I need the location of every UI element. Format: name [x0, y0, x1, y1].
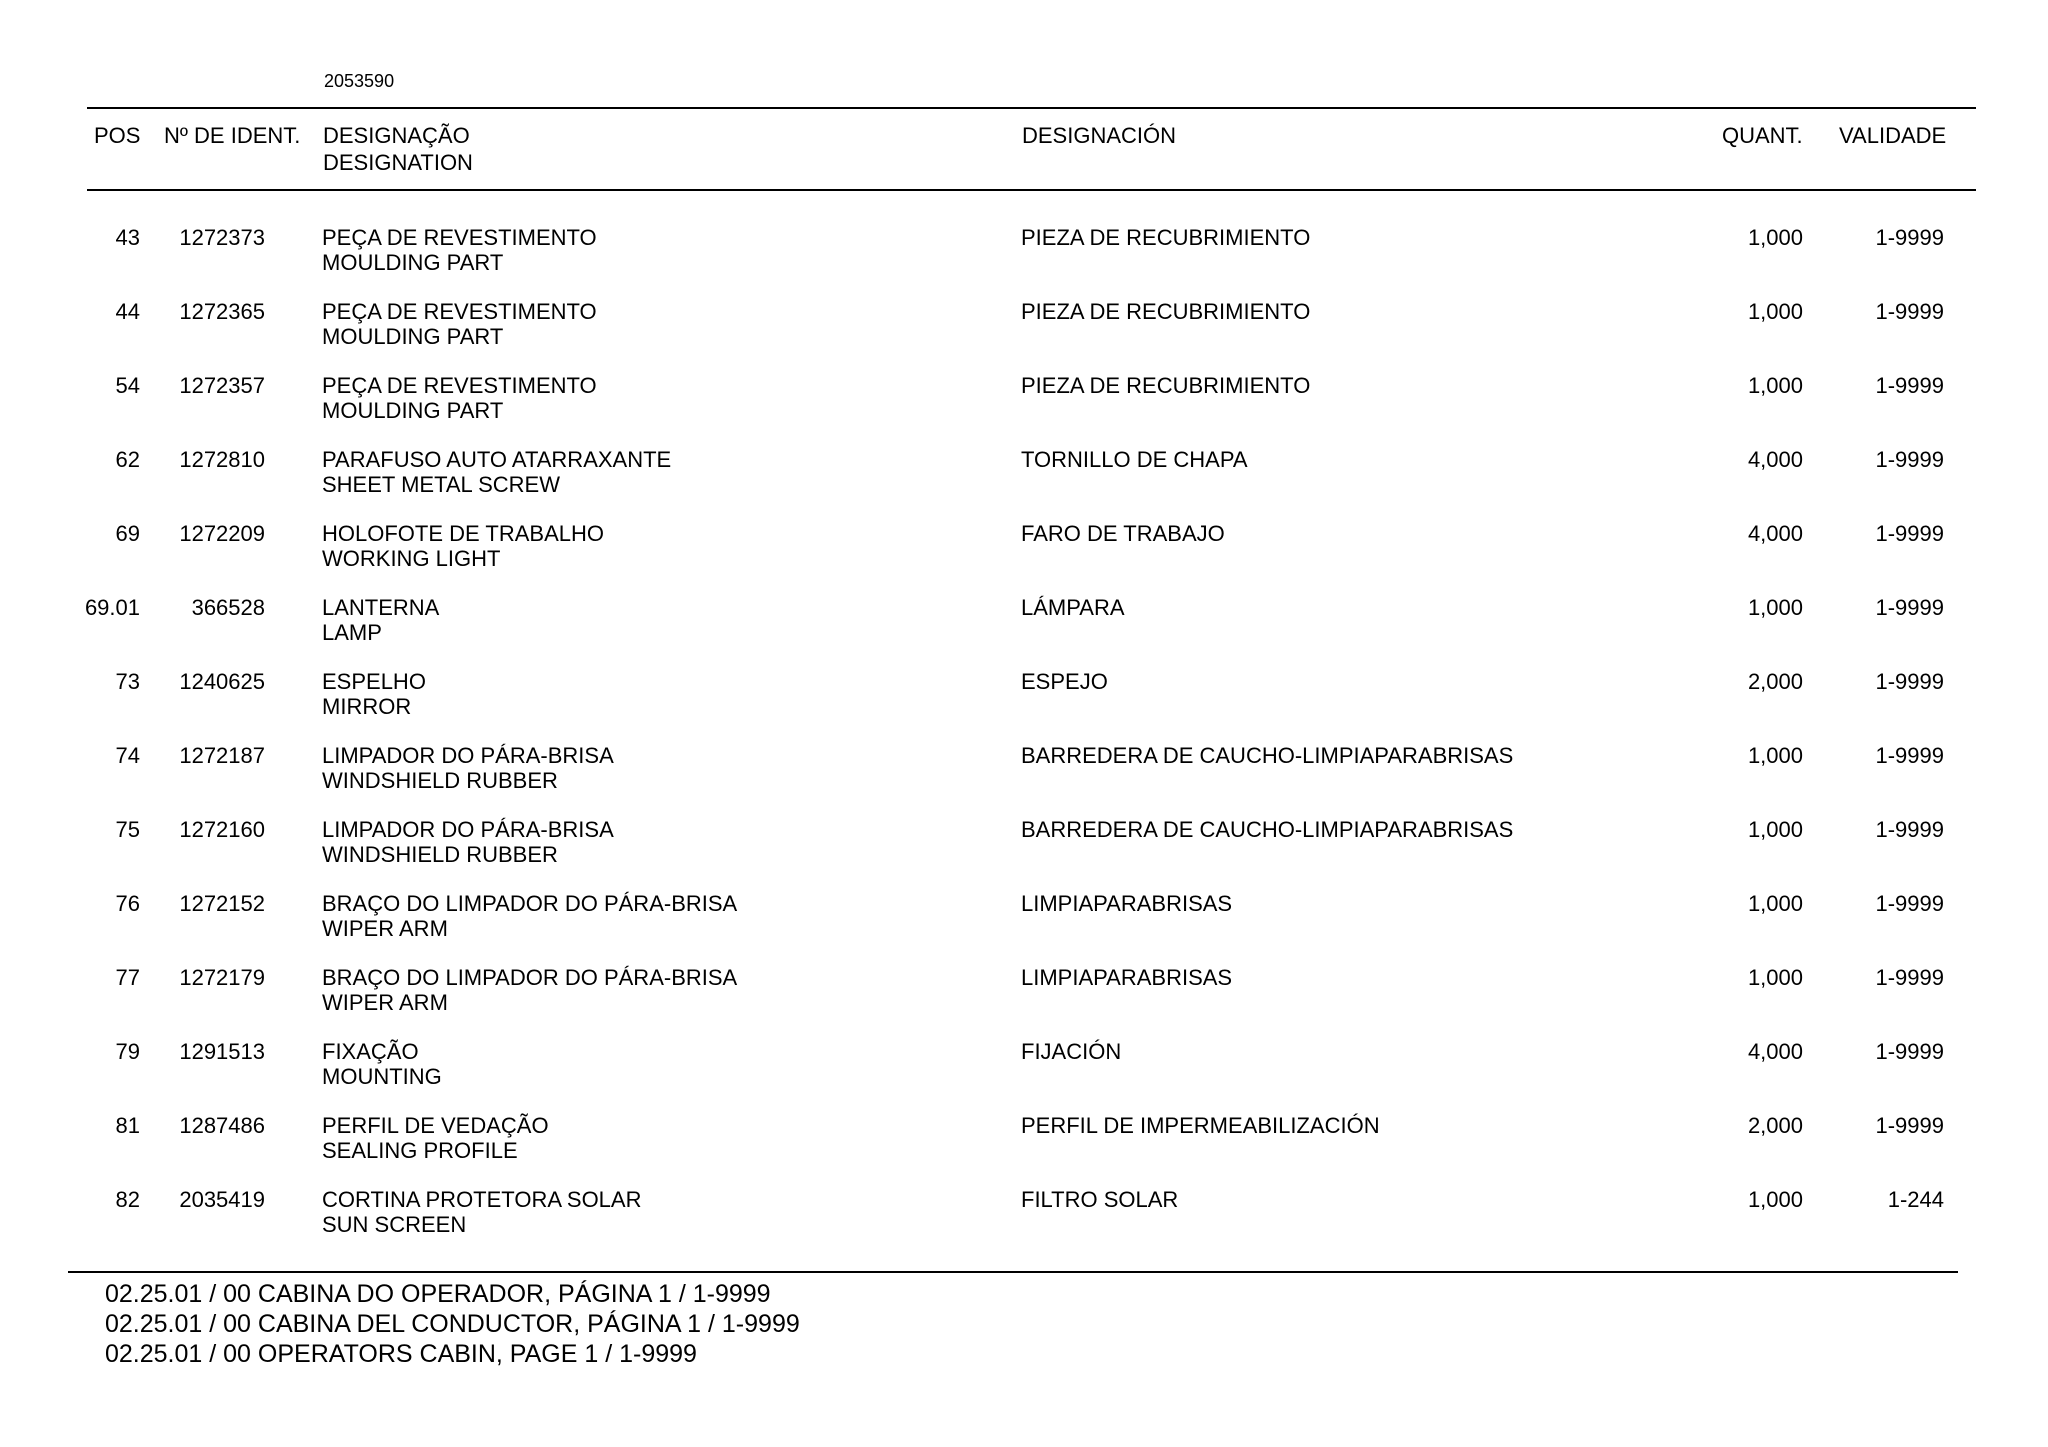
row-pos: 81: [115, 1113, 140, 1138]
row-designation-es: PIEZA DE RECUBRIMIENTO: [1021, 299, 1311, 324]
row-validity: 1-9999: [1875, 743, 1944, 768]
row-validity: 1-9999: [1875, 965, 1944, 990]
row-qty: 4,000: [1747, 521, 1803, 546]
footer-line-es: 02.25.01 / 00 CABINA DEL CONDUCTOR, PÁGINA 1 / 1-9999: [105, 1310, 800, 1338]
row-validity: 1-9999: [1875, 521, 1944, 546]
footer-line-pt: 02.25.01 / 00 CABINA DO OPERADOR, PÁGINA 1 / 1-9999: [105, 1280, 771, 1308]
row-designation-es: ESPEJO: [1021, 669, 1108, 694]
row-ident: 1272187: [179, 743, 265, 768]
row-pos: 44: [115, 299, 140, 324]
row-designation-pt: LIMPADOR DO PÁRA-BRISA: [322, 743, 614, 768]
row-designation-es: LIMPIAPARABRISAS: [1021, 965, 1233, 990]
row-qty: 2,000: [1747, 669, 1803, 694]
header-designation-en: DESIGNATION: [323, 150, 473, 175]
row-designation-en: MIRROR: [322, 694, 412, 719]
row-qty: 1,000: [1747, 595, 1803, 620]
row-validity: 1-9999: [1875, 447, 1944, 472]
row-designation-es: FILTRO SOLAR: [1021, 1187, 1179, 1212]
row-ident: 1240625: [179, 669, 265, 694]
row-designation-en: MOULDING PART: [322, 250, 504, 275]
row-designation-pt: FIXAÇÃO: [322, 1039, 419, 1064]
row-designation-en: WORKING LIGHT: [322, 546, 501, 571]
row-designation-en: WINDSHIELD RUBBER: [322, 768, 558, 793]
row-pos: 69.01: [84, 595, 140, 620]
row-validity: 1-9999: [1875, 299, 1944, 324]
row-designation-en: WIPER ARM: [322, 990, 448, 1015]
row-designation-pt: PARAFUSO AUTO ATARRAXANTE: [322, 447, 672, 472]
row-designation-pt: PEÇA DE REVESTIMENTO: [322, 225, 597, 250]
row-ident: 366528: [191, 595, 265, 620]
row-designation-pt: BRAÇO DO LIMPADOR DO PÁRA-BRISA: [322, 891, 738, 916]
row-ident: 1272357: [179, 373, 265, 398]
row-pos: 69: [115, 521, 140, 546]
row-designation-pt: BRAÇO DO LIMPADOR DO PÁRA-BRISA: [322, 965, 738, 990]
row-designation-es: FIJACIÓN: [1021, 1039, 1122, 1064]
row-designation-en: WINDSHIELD RUBBER: [322, 842, 558, 867]
header-validity: VALIDADE: [1839, 123, 1947, 148]
row-designation-es: FARO DE TRABAJO: [1021, 521, 1225, 546]
row-pos: 76: [115, 891, 140, 916]
row-pos: 43: [115, 225, 140, 250]
row-designation-es: TORNILLO DE CHAPA: [1021, 447, 1248, 472]
row-designation-pt: LANTERNA: [322, 595, 440, 620]
row-pos: 82: [115, 1187, 140, 1212]
row-pos: 62: [115, 447, 140, 472]
row-validity: 1-9999: [1875, 817, 1944, 842]
row-validity: 1-9999: [1875, 373, 1944, 398]
row-designation-en: LAMP: [322, 620, 382, 645]
row-designation-es: PIEZA DE RECUBRIMIENTO: [1021, 225, 1311, 250]
row-pos: 73: [115, 669, 140, 694]
row-ident: 1272373: [179, 225, 265, 250]
row-pos: 79: [115, 1039, 140, 1064]
row-designation-pt: PERFIL DE VEDAÇÃO: [322, 1113, 549, 1138]
row-qty: 1,000: [1747, 891, 1803, 916]
row-validity: 1-9999: [1875, 595, 1944, 620]
row-designation-pt: ESPELHO: [322, 669, 426, 694]
row-qty: 2,000: [1747, 1113, 1803, 1138]
row-ident: 1272810: [179, 447, 265, 472]
row-designation-en: MOULDING PART: [322, 324, 504, 349]
header-qty: QUANT.: [1722, 123, 1803, 148]
row-validity: 1-9999: [1875, 1039, 1944, 1064]
row-ident: 1272152: [179, 891, 265, 916]
row-designation-en: MOULDING PART: [322, 398, 504, 423]
row-ident: 1287486: [179, 1113, 265, 1138]
row-qty: 1,000: [1747, 1187, 1803, 1212]
row-ident: 2035419: [179, 1187, 265, 1212]
row-designation-en: SHEET METAL SCREW: [322, 472, 560, 497]
row-qty: 1,000: [1747, 965, 1803, 990]
row-qty: 1,000: [1747, 743, 1803, 768]
row-designation-pt: CORTINA PROTETORA SOLAR: [322, 1187, 642, 1212]
row-designation-pt: PEÇA DE REVESTIMENTO: [322, 299, 597, 324]
row-pos: 75: [115, 817, 140, 842]
row-designation-en: MOUNTING: [322, 1064, 442, 1089]
row-validity: 1-9999: [1875, 225, 1944, 250]
footer-rule: [68, 1271, 1958, 1273]
footer-line-en: 02.25.01 / 00 OPERATORS CABIN, PAGE 1 / 1-9999: [105, 1340, 697, 1368]
row-designation-pt: HOLOFOTE DE TRABALHO: [322, 521, 604, 546]
row-designation-pt: PEÇA DE REVESTIMENTO: [322, 373, 597, 398]
row-pos: 77: [115, 965, 140, 990]
row-ident: 1272160: [179, 817, 265, 842]
header-ident: Nº DE IDENT.: [164, 123, 301, 148]
row-qty: 4,000: [1747, 447, 1803, 472]
row-designation-en: SUN SCREEN: [322, 1212, 467, 1237]
row-pos: 54: [115, 373, 140, 398]
row-qty: 1,000: [1747, 299, 1803, 324]
row-pos: 74: [115, 743, 140, 768]
row-designation-es: BARREDERA DE CAUCHO-LIMPIAPARABRISAS: [1021, 817, 1514, 842]
row-qty: 1,000: [1747, 225, 1803, 250]
header-pos: POS: [94, 123, 141, 148]
header-designation-es: DESIGNACIÓN: [1022, 123, 1177, 148]
row-ident: 1272179: [179, 965, 265, 990]
header-top-rule: [87, 107, 1976, 109]
row-ident: 1272209: [179, 521, 265, 546]
row-qty: 1,000: [1747, 373, 1803, 398]
row-qty: 4,000: [1747, 1039, 1803, 1064]
row-qty: 1,000: [1747, 817, 1803, 842]
row-designation-en: SEALING PROFILE: [322, 1138, 518, 1163]
row-designation-pt: LIMPADOR DO PÁRA-BRISA: [322, 817, 614, 842]
row-designation-es: LIMPIAPARABRISAS: [1021, 891, 1233, 916]
row-designation-es: PERFIL DE IMPERMEABILIZACIÓN: [1021, 1113, 1380, 1138]
row-designation-es: LÁMPARA: [1021, 595, 1125, 620]
row-validity: 1-244: [1887, 1187, 1944, 1212]
row-ident: 1272365: [179, 299, 265, 324]
row-designation-es: BARREDERA DE CAUCHO-LIMPIAPARABRISAS: [1021, 743, 1514, 768]
row-validity: 1-9999: [1875, 669, 1944, 694]
row-designation-en: WIPER ARM: [322, 916, 448, 941]
header-bottom-rule: [87, 189, 1976, 191]
document-number: 2053590: [324, 71, 395, 91]
row-ident: 1291513: [179, 1039, 265, 1064]
row-validity: 1-9999: [1875, 891, 1944, 916]
row-designation-es: PIEZA DE RECUBRIMIENTO: [1021, 373, 1311, 398]
row-validity: 1-9999: [1875, 1113, 1944, 1138]
header-designation-pt: DESIGNAÇÃO: [323, 123, 470, 148]
